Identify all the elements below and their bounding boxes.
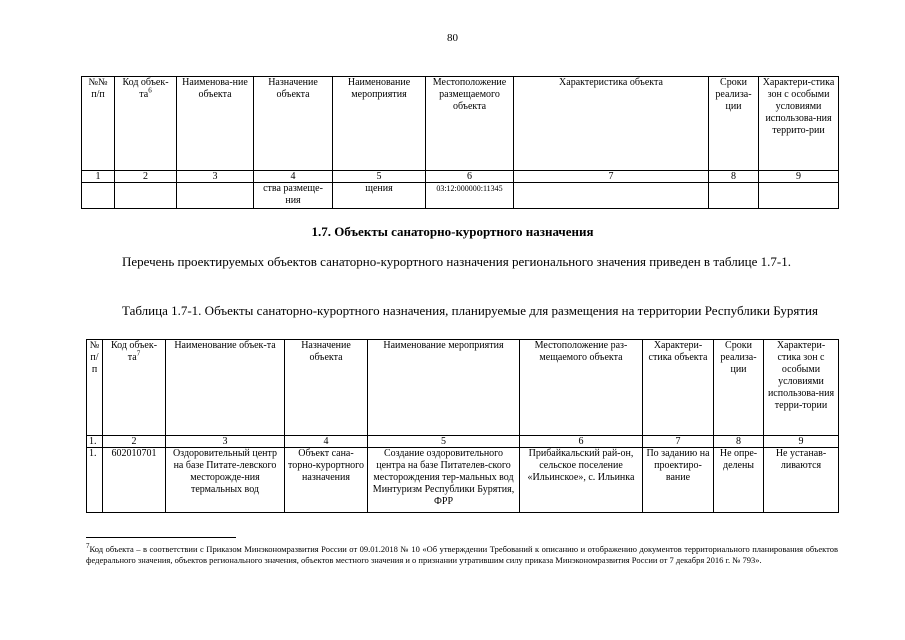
header-cell: №№ п/п <box>82 77 115 171</box>
footnote-mark: 7 <box>86 542 90 551</box>
measure-name: Создание оздоровительного центра на базе Питателев-ского месторождения тер-мальных вод Минтуризм Республики Бурятия, ФРР <box>368 448 520 513</box>
table-cell: щения <box>333 183 426 209</box>
section-title: 1.7. Объекты санаторно-курортного назначения <box>311 224 594 239</box>
column-number-row <box>82 171 839 183</box>
header-cell: Наименова-ние объекта <box>177 77 254 171</box>
column-number: 9 <box>764 436 839 448</box>
column-number: 6 <box>426 171 514 183</box>
table-cell <box>759 183 839 209</box>
column-number: 4 <box>285 436 368 448</box>
column-number: 8 <box>709 171 759 183</box>
header-cell: Наименование мероприятия <box>368 340 520 436</box>
column-number: 6 <box>520 436 643 448</box>
table-cell <box>709 183 759 209</box>
table-cell: ства размеще-ния <box>254 183 333 209</box>
special-zones: Не устанав-ливаются <box>764 448 839 513</box>
header-cell: Наименование мероприятия <box>333 77 426 171</box>
header-cell: Местоположение раз-мещаемого объекта <box>520 340 643 436</box>
table-caption: Таблица 1.7-1. Объекты санаторно-курортного назначения, планируемые для размещения на территории Республики Бурятия <box>122 303 818 318</box>
header-cell <box>115 77 177 171</box>
column-number: 3 <box>166 436 285 448</box>
table-cell <box>82 183 115 209</box>
sanatorium-objects-table <box>86 339 839 513</box>
footnote-text: Код объекта – в соответствии с Приказом Минэкономразвития России от 09.01.2018 № 10 «Об утверждении Требований к описанию и отображению документов территориального планирования объектов федерального значения, объектов регионального значения, объектов местного значения и о признании утратившим силу приказа Минэкономразвития России от 7 декабря 2016 г. № 793». <box>86 544 838 565</box>
column-number: 4 <box>254 171 333 183</box>
column-number: 2 <box>115 171 177 183</box>
object-characteristic: По заданию на проектиро-вание <box>643 448 714 513</box>
column-number: 5 <box>368 436 520 448</box>
continuation-table <box>81 76 839 209</box>
header-cell <box>103 340 166 436</box>
header-cell: Наименование объек-та <box>166 340 285 436</box>
header-cell: Характеристика объекта <box>514 77 709 171</box>
column-number: 1 <box>82 171 115 183</box>
footnote-mark: 6 <box>148 86 152 95</box>
table-row <box>87 448 839 513</box>
column-number: 8 <box>714 436 764 448</box>
column-number: 5 <box>333 171 426 183</box>
header-cell: Назначение объекта <box>254 77 333 171</box>
page-number: 80 <box>447 32 458 44</box>
footnote <box>86 544 838 566</box>
table-row <box>82 183 839 209</box>
column-number-row <box>87 436 839 448</box>
table-header-row <box>87 340 839 436</box>
column-number: 7 <box>643 436 714 448</box>
column-number: 1. <box>87 436 103 448</box>
header-cell: № п/п <box>87 340 103 436</box>
table-cell <box>514 183 709 209</box>
object-name: Оздоровительный центр на базе Питате-левского месторожде-ния термальных вод <box>166 448 285 513</box>
column-number: 9 <box>759 171 839 183</box>
intro-paragraph: Перечень проектируемых объектов санаторно-курортного назначения регионального значения приведен в таблице 1.7-1. <box>122 254 791 269</box>
cadastral-number: 03:12:000000:11345 <box>426 183 514 209</box>
header-cell: Назначение объекта <box>285 340 368 436</box>
header-cell: Характери-стика объекта <box>643 340 714 436</box>
object-location: Прибайкальский рай-он, сельское поселение «Ильинское», с. Ильинка <box>520 448 643 513</box>
table-cell <box>115 183 177 209</box>
header-cell: Характери-стика зон с особыми условиями использова-ния терри-тории <box>764 340 839 436</box>
header-cell: Характери-стика зон с особыми условиями использова-ния террито-рии <box>759 77 839 171</box>
row-number: 1. <box>87 448 103 513</box>
header-cell: Местоположение размещаемого объекта <box>426 77 514 171</box>
header-cell-text: Код объек-та <box>122 77 169 100</box>
column-number: 7 <box>514 171 709 183</box>
footnote-divider <box>86 537 236 538</box>
table-header-row <box>82 77 839 171</box>
header-cell: Сроки реализа-ции <box>714 340 764 436</box>
table-cell <box>177 183 254 209</box>
header-cell-text: Код объек-та <box>110 340 158 363</box>
footnote-mark: 7 <box>136 349 141 358</box>
object-purpose: Объект сана-торно-курортного назначения <box>285 448 368 513</box>
implementation-terms: Не опре-делены <box>714 448 764 513</box>
column-number: 2 <box>103 436 166 448</box>
column-number: 3 <box>177 171 254 183</box>
header-cell: Сроки реализа-ции <box>709 77 759 171</box>
object-code: 602010701 <box>103 448 166 513</box>
